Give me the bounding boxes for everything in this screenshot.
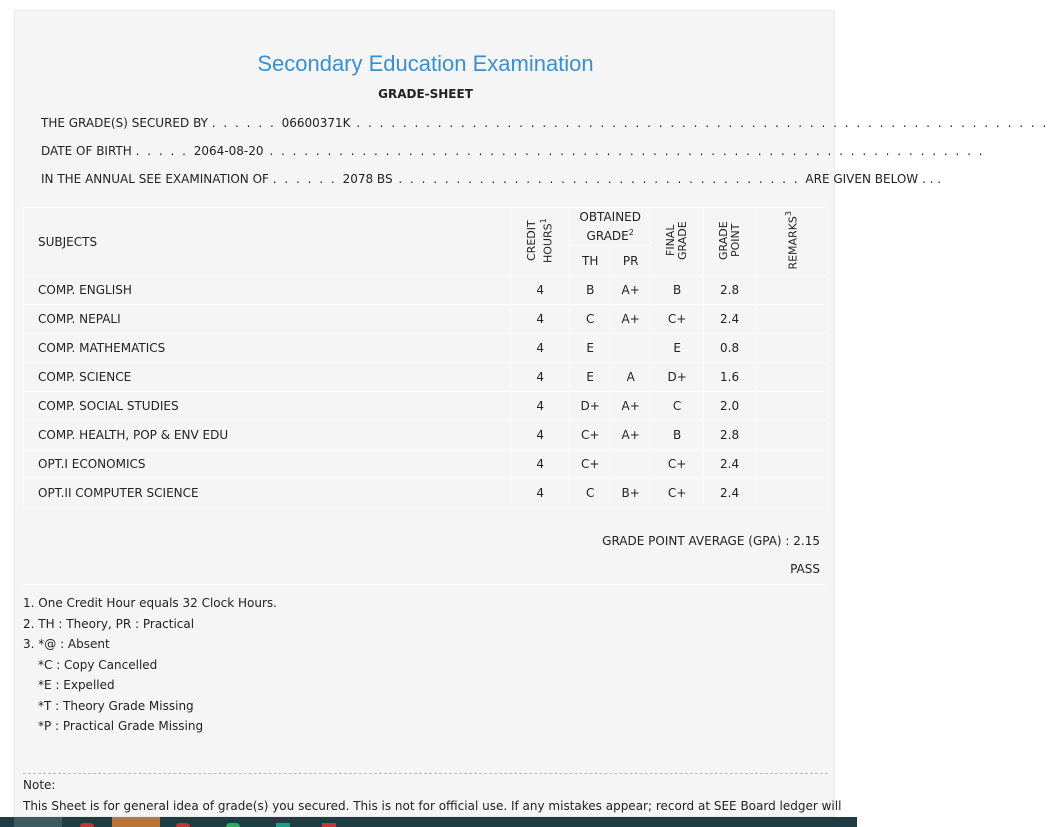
final-grade-header [651, 208, 704, 276]
secured-by-label: THE GRADE(S) SECURED BY [41, 116, 208, 130]
th-cell: C+ [570, 450, 611, 479]
subject-cell: COMP. SCIENCE [24, 363, 511, 392]
grade-point-label: GRADE POINT [716, 220, 742, 260]
note-title: Note: [23, 778, 56, 792]
table-row [24, 305, 828, 334]
secured-by-value: 06600371K [281, 116, 351, 130]
exam-value: 2078 BS [342, 172, 393, 186]
pr-cell: A+ [611, 305, 651, 334]
credit-cell: 4 [511, 334, 570, 363]
obtained-grade-sup: 2 [628, 227, 634, 237]
remarks-cell [756, 479, 828, 508]
credit-cell: 4 [511, 421, 570, 450]
taskbar-app-icon[interactable] [176, 823, 190, 827]
remarks-cell [756, 450, 828, 479]
credit-cell: 4 [511, 450, 570, 479]
page-title: Secondary Education Examination [257, 51, 594, 76]
th-cell: E [570, 334, 611, 363]
final-cell: B [651, 421, 704, 450]
credit-cell: 4 [511, 363, 570, 392]
note-text: This Sheet is for general idea of grade(s) you secured. This is not for official use. If any mistakes appear; record at SEE Board ledger will [23, 799, 842, 813]
remarks-cell [756, 305, 828, 334]
remarks-header [756, 208, 828, 276]
remarks-cell [756, 392, 828, 421]
taskbar-item[interactable] [112, 817, 160, 827]
subject-cell: COMP. MATHEMATICS [24, 334, 511, 363]
table-row [24, 392, 828, 421]
dob-line: DATE OF BIRTH . . . . . 2064-08-20 . . . . . . . . . . . . . . . . . . . . . . . . . . . . . . . . . . . . . . . . . . . . . . . . . . . . . . . . . . . . . . [41, 144, 985, 158]
footnote-item: *C : Copy Cancelled [38, 657, 158, 672]
table-row [24, 363, 828, 392]
table-row [24, 479, 828, 508]
gp-cell: 2.4 [704, 450, 756, 479]
remarks-cell [756, 276, 828, 305]
pr-cell: A+ [611, 421, 651, 450]
pr-header: PR [611, 246, 651, 276]
grade-sheet [14, 10, 1048, 817]
remarks-label: REMARKS [786, 215, 800, 270]
footnote-item: 3. *@ : Absent [23, 637, 110, 651]
footnotes [23, 593, 277, 737]
subject-cell: OPT.I ECONOMICS [24, 450, 511, 479]
credit-hours-header [511, 208, 570, 276]
credit-cell: 4 [511, 479, 570, 508]
footnote-item: *P : Practical Grade Missing [38, 719, 204, 733]
exam-suffix: ARE GIVEN BELOW . . . [805, 172, 942, 186]
dob-label: DATE OF BIRTH [41, 144, 132, 158]
taskbar [0, 817, 857, 827]
table-row [24, 450, 828, 479]
th-cell: C+ [570, 421, 611, 450]
subjects-header-label: SUBJECTS [38, 234, 98, 249]
pr-cell [611, 334, 651, 363]
exam-line: IN THE ANNUAL SEE EXAMINATION OF . . . . . . 2078 BS . . . . . . . . . . . . . . . . . . . . . . . . . . . . . . . . . . . ARE GIVEN BELOW . . . [41, 172, 942, 186]
subject-cell: COMP. HEALTH, POP & ENV EDU [24, 421, 511, 450]
pr-cell: A [611, 363, 651, 392]
footnote-item: 1. One Credit Hour equals 32 Clock Hours. [23, 596, 277, 610]
remarks-cell [756, 363, 828, 392]
remarks-cell [756, 421, 828, 450]
gp-cell: 2.0 [704, 392, 756, 421]
th-cell: B [570, 276, 611, 305]
final-cell: C+ [651, 479, 704, 508]
final-cell: B [651, 276, 704, 305]
table-row [24, 276, 828, 305]
th-cell: C [570, 479, 611, 508]
taskbar-app-icon[interactable] [80, 823, 94, 827]
footnote-item: *T : Theory Grade Missing [38, 698, 194, 713]
divider [23, 584, 828, 585]
final-cell: C [651, 392, 704, 421]
subjects-header [24, 208, 511, 276]
subject-cell: COMP. SOCIAL STUDIES [24, 392, 511, 421]
th-cell: C [570, 305, 611, 334]
pr-cell [611, 450, 651, 479]
gp-cell: 2.8 [704, 276, 756, 305]
pr-cell: B+ [611, 479, 651, 508]
obtained-grade-header [570, 208, 651, 246]
final-cell: C+ [651, 450, 704, 479]
subject-cell: COMP. NEPALI [24, 305, 511, 334]
gpa-summary: GRADE POINT AVERAGE (GPA) : 2.15 [602, 534, 820, 548]
gp-cell: 0.8 [704, 334, 756, 363]
result-status: PASS [790, 562, 820, 576]
footnote-item: *E : Expelled [38, 678, 115, 692]
gp-cell: 2.4 [704, 479, 756, 508]
th-header: TH [570, 246, 611, 276]
exam-label: IN THE ANNUAL SEE EXAMINATION OF [41, 172, 269, 186]
taskbar-item[interactable] [14, 817, 62, 827]
final-cell: E [651, 334, 704, 363]
footnote-item: 2. TH : Theory, PR : Practical [23, 616, 195, 631]
taskbar-app-icon[interactable] [226, 823, 240, 827]
subject-cell: OPT.II COMPUTER SCIENCE [24, 479, 511, 508]
gp-cell: 1.6 [704, 363, 756, 392]
gp-cell: 2.4 [704, 305, 756, 334]
secured-by-line: THE GRADE(S) SECURED BY . . . . . . 06600371K . . . . . . . . . . . . . . . . . . . . . . . . . . . . . . . . . . . . . . . . . . . . . . . . . . . . . . . . . . . . [41, 116, 1048, 130]
pr-cell: A+ [611, 392, 651, 421]
taskbar-app-icon[interactable] [322, 823, 336, 827]
th-cell: D+ [570, 392, 611, 421]
page-subtitle: GRADE-SHEET [378, 87, 473, 101]
table-row [24, 421, 828, 450]
remarks-sup: 3 [784, 210, 794, 216]
grades-table [23, 207, 828, 508]
credit-hours-label: CREDIT HOURS [524, 219, 555, 263]
dob-value: 2064-08-20 [193, 144, 264, 158]
taskbar-app-icon[interactable] [276, 823, 290, 827]
obtained-grade-label: OBTAINED GRADE [579, 209, 641, 243]
final-cell: D+ [651, 363, 704, 392]
th-cell: E [570, 363, 611, 392]
credit-cell: 4 [511, 276, 570, 305]
grade-point-header [704, 208, 756, 276]
credit-cell: 4 [511, 392, 570, 421]
note-divider [23, 773, 828, 774]
table-row [24, 334, 828, 363]
credit-cell: 4 [511, 305, 570, 334]
final-grade-label: FINAL GRADE [664, 220, 690, 260]
pr-cell: A+ [611, 276, 651, 305]
final-cell: C+ [651, 305, 704, 334]
gp-cell: 2.8 [704, 421, 756, 450]
credit-hours-sup: 1 [538, 217, 548, 223]
remarks-cell [756, 334, 828, 363]
subject-cell: COMP. ENGLISH [24, 276, 511, 305]
